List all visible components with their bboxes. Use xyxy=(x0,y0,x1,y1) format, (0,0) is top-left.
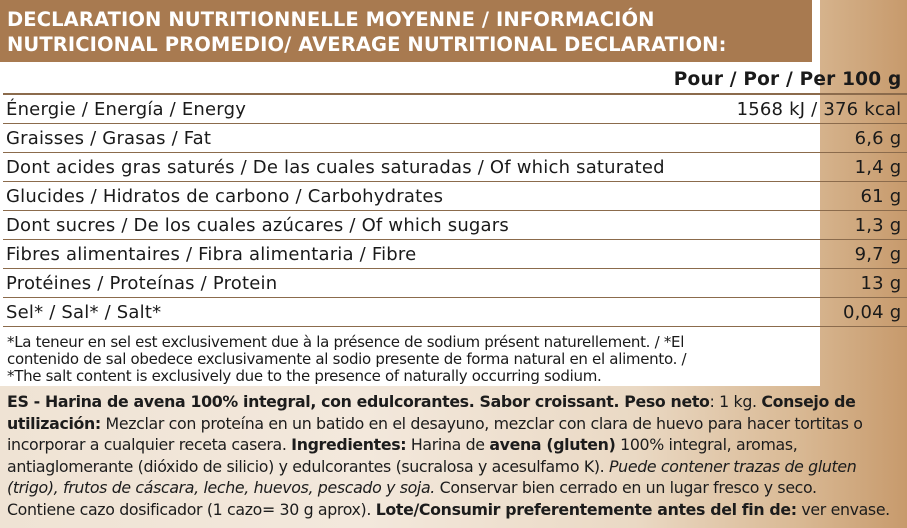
row-value-salt: 0,04 g xyxy=(671,298,907,327)
column-header: Pour / Por / Per 100 g xyxy=(671,65,907,94)
footnote-line-1: *La teneur en sel est exclusivement due à la présence de sodium présent naturellement. / *El xyxy=(7,333,685,351)
row-label-salt: Sel* / Sal* / Salt* xyxy=(3,298,671,327)
product-description: ES - Harina de avena 100% integral, con edulcorantes. Sabor croissant. Peso neto xyxy=(7,392,710,411)
row-label-fat: Graisses / Grasas / Fat xyxy=(3,124,671,153)
table-row xyxy=(3,153,907,182)
es-line-2 xyxy=(7,413,883,435)
row-label-saturated: Dont acides gras saturés / De las cuales saturadas / Of which saturated xyxy=(3,153,671,182)
ingredients-label: Ingredientes: xyxy=(291,435,407,454)
storage-text: Conservar bien cerrado en un lugar fresco y seco. xyxy=(434,478,817,497)
row-value-fibre: 9,7 g xyxy=(671,240,907,269)
lot-label: Lote/Consumir preferentemente antes del fin de: xyxy=(375,499,797,519)
table-row xyxy=(3,298,907,327)
es-line-5 xyxy=(7,477,883,499)
table-row xyxy=(3,269,907,298)
allergen-oat: avena (gluten) xyxy=(489,435,616,454)
row-value-protein: 13 g xyxy=(671,269,907,298)
table-row xyxy=(3,240,907,269)
es-line-3 xyxy=(7,434,883,456)
salt-footnote xyxy=(7,334,807,385)
advice-text-cont: incorporar a cualquier receta casera. xyxy=(7,435,292,454)
es-line-6 xyxy=(7,499,890,521)
nutrition-header xyxy=(0,0,812,62)
ingredients-text: Harina de xyxy=(406,435,490,454)
spanish-description xyxy=(7,391,890,520)
table-row xyxy=(3,94,907,124)
row-value-saturated: 1,4 g xyxy=(671,153,907,182)
header-line-1: DECLARATION NUTRITIONNELLE MOYENNE / INFORMACIÓN xyxy=(7,8,655,31)
table-row xyxy=(3,211,907,240)
table-header-row xyxy=(3,65,907,94)
es-line-1 xyxy=(7,391,883,413)
row-value-carbohydrates: 61 g xyxy=(671,182,907,211)
row-value-energy: 1568 kJ / 376 kcal xyxy=(671,94,907,124)
table-row xyxy=(3,182,907,211)
nutrition-table xyxy=(3,65,907,327)
row-label-carbohydrates: Glucides / Hidratos de carbono / Carbohydrates xyxy=(3,182,671,211)
es-line-4 xyxy=(7,456,883,478)
row-value-sugars: 1,3 g xyxy=(671,211,907,240)
ingredients-additives: antiaglomerante (dióxido de silicio) y edulcorantes (sucralosa y acesulfamo K). xyxy=(7,456,609,476)
advice-label: Consejo de xyxy=(761,392,856,411)
lot-text: ver envase. xyxy=(796,499,890,519)
header-line-2: NUTRICIONAL PROMEDIO/ AVERAGE NUTRITIONAL DECLARATION: xyxy=(7,33,727,56)
row-value-fat: 6,6 g xyxy=(671,124,907,153)
footnote-line-2: contenido de sal obedece exclusivamente al sodio presente de forma natural en el alimento. / xyxy=(7,350,687,368)
traces-warning: Puede contener trazas de gluten xyxy=(609,456,857,476)
row-label-energy: Énergie / Energía / Energy xyxy=(3,94,671,124)
scoop-text: Contiene cazo dosificador (1 cazo= 30 g aprox). xyxy=(7,499,376,519)
row-label-protein: Protéines / Proteínas / Protein xyxy=(3,269,671,298)
footnote-line-3: *The salt content is exclusively due to the presence of naturally occurring sodium. xyxy=(7,367,602,385)
table-row xyxy=(3,124,907,153)
advice-text: Mezclar con proteína en un batido en el desayuno, mezclar con clara de huevo para hacer tortitas o xyxy=(100,413,863,433)
ingredients-text-cont: 100% integral, aromas, xyxy=(615,435,798,454)
advice-label-cont: utilización: xyxy=(7,413,101,433)
traces-warning-cont: (trigo), frutos de cáscara, leche, huevos, pescado y soja. xyxy=(7,478,435,497)
net-weight: : 1 kg. xyxy=(709,392,757,411)
row-label-sugars: Dont sucres / De los cuales azúcares / Of which sugars xyxy=(3,211,671,240)
row-label-fibre: Fibres alimentaires / Fibra alimentaria / Fibre xyxy=(3,240,671,269)
